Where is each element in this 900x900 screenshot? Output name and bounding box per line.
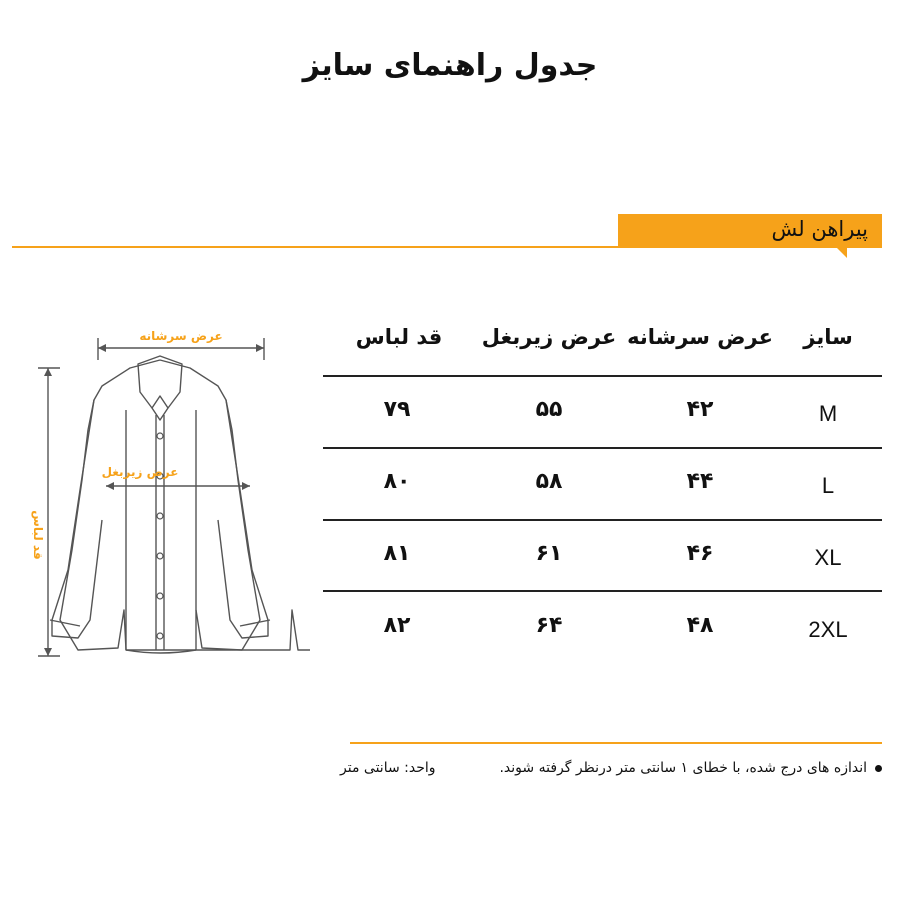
table-cell-shoulder: ۴۸	[686, 613, 714, 638]
footer-note	[499, 760, 882, 776]
table-cell-chest: ۶۴	[535, 613, 563, 638]
chest-label: عرض زیربغل	[101, 465, 179, 479]
footer-divider	[350, 742, 882, 744]
section-tag	[618, 214, 882, 248]
table-cell-size: M	[818, 401, 838, 426]
table-cell-size: 2XL	[808, 617, 848, 642]
table-divider	[323, 590, 882, 592]
header-chest: عرض زیربغل	[481, 325, 617, 349]
table-cell-length: ۸۱	[383, 541, 411, 566]
table-cell-length: ۸۲	[383, 613, 411, 638]
length-label: قد لباس	[31, 510, 45, 560]
section-divider	[12, 246, 618, 248]
bullet-icon	[875, 765, 882, 772]
header-shoulder: عرض سرشانه	[627, 325, 773, 349]
header-length: قد لباس	[355, 325, 443, 349]
shoulder-label: عرض سرشانه	[139, 329, 223, 343]
table-cell-shoulder: ۴۲	[686, 397, 714, 422]
table-cell-chest: ۵۵	[535, 397, 563, 422]
table-cell-size: L	[821, 473, 835, 498]
footer-note-text: اندازه های درج شده، با خطای ۱ سانتی متر درنظر گرفته شوند.	[499, 760, 867, 776]
footer-unit: واحد: سانتی متر	[340, 760, 436, 776]
table-cell-length: ۷۹	[383, 397, 411, 422]
shirt-diagram	[20, 320, 310, 670]
table-divider	[323, 447, 882, 449]
table-cell-length: ۸۰	[383, 469, 411, 494]
header-size: سایز	[803, 325, 853, 349]
section-tag-label: پیراهن لش	[771, 217, 868, 241]
table-divider	[323, 519, 882, 521]
table-cell-chest: ۵۸	[535, 469, 563, 494]
table-cell-shoulder: ۴۴	[686, 469, 714, 494]
page-title: جدول راهنمای سایز	[302, 48, 598, 83]
table-divider	[323, 375, 882, 377]
table-cell-shoulder: ۴۶	[686, 541, 714, 566]
table-cell-size: XL	[814, 545, 842, 570]
section-tag-tail	[836, 247, 847, 258]
table-cell-chest: ۶۱	[535, 541, 563, 566]
